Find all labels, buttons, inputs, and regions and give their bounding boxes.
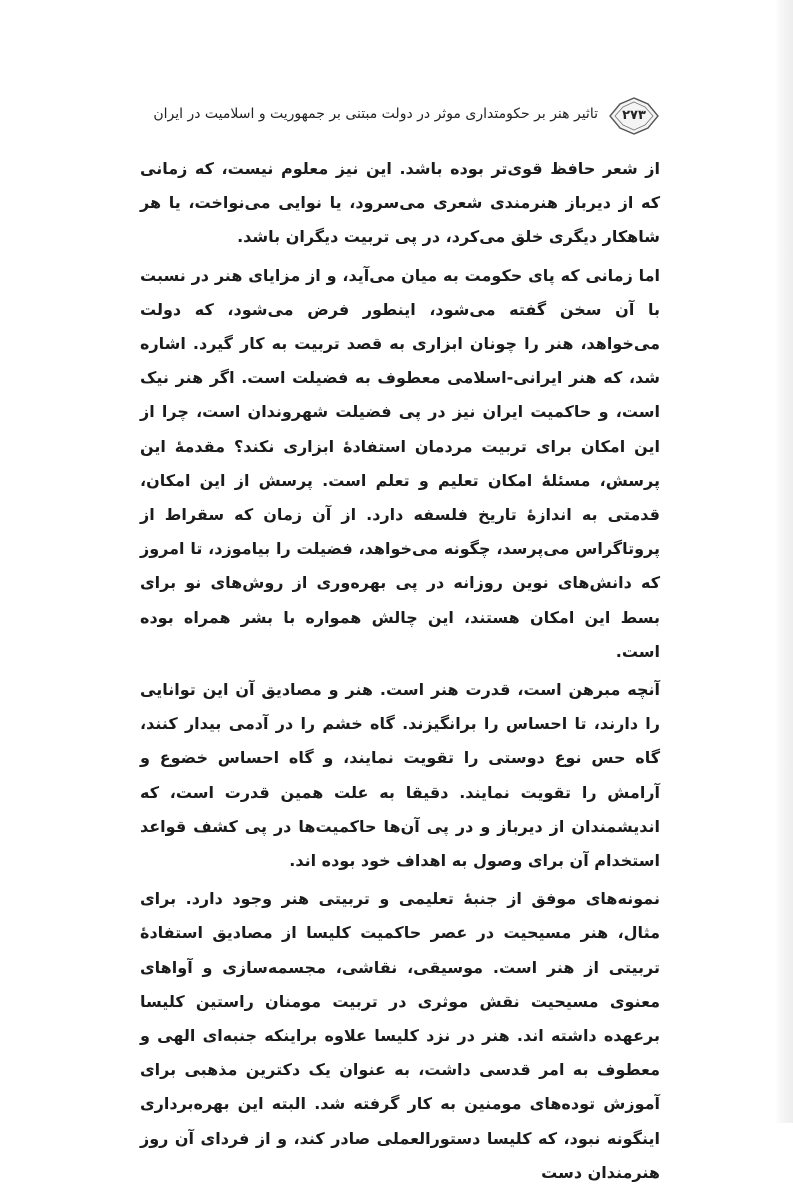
paragraph: از شعر حافظ قوی‌تر بوده باشد. این نیز معلوم نیست، که زمانی که از دیرباز هنرمندی شعری می‌سرود، یا نوایی می‌نواخت، یا هر شاهکار دیگری خلق می‌کرد، در پی تربیت دیگران باشد. (140, 159, 660, 247)
page-header (140, 96, 660, 136)
body-text (140, 152, 660, 1194)
page-number: ۲۷۳ (622, 108, 646, 123)
running-title: تاثیر هنر بر حکومتداری موثر در دولت مبتنی بر جمهوریت و اسلامیت در ایران (153, 106, 598, 122)
page-number-badge (608, 96, 660, 136)
paragraph: نمونه‌های موفق از جنبهٔ تعلیمی و تربیتی هنر وجود دارد. برای مثال، هنر مسیحیت در عصر حاکمیت کلیسا از مصادیق استفادهٔ تربیتی از هنر است. موسیقی، نقاشی، مجسمه‌سازی و آواهای معنوی مسیحیت نقش موثری در تربیت مومنان راستین کلیسا برعهده داشته اند. هنر در نزد کلیسا علاوه براینکه جنبه‌ای الهی و معطوف به امر قدسی داشت، به عنوان یک دکترین مذهبی برای آموزش توده‌های مومنین به کار گرفته شد. البته این بهره‌برداری اینگونه نبود، که کلیسا دستورالعملی صادر کند، و از فردای آن روز هنرمندان دست (140, 889, 660, 1182)
scan-edge-shadow (775, 0, 793, 1123)
paragraph: آنچه مبرهن است، قدرت هنر است. هنر و مصادیق آن این توانایی را دارند، تا احساس را برانگیزند. گاه خشم را در آدمی بیدار کنند، گاه حس نوع دوستی را تقویت نمایند، و گاه احساس خضوع و آرامش را تقویت نمایند. دقیقا به علت همین قدرت است، که اندیشمندان از دیرباز و در پی آن‌ها حاکمیت‌ها در پی کشف قواعد استخدام آن برای وصول به اهداف خود بوده اند. (140, 680, 660, 871)
paragraph: اما زمانی که پای حکومت به میان می‌آید، و از مزایای هنر در نسبت با آن سخن گفته می‌شود، اینطور فرض می‌شود، که دولت می‌خواهد، هنر را چونان ابزاری به قصد تربیت به کار گیرد. اشاره شد، که هنر ایرانی-اسلامی معطوف به فضیلت است. اگر هنر نیک است، و حاکمیت ایران نیز در پی فضیلت شهروندان است، چرا از این امکان برای تربیت مردمان استفادهٔ ابزاری نکند؟ مقدمهٔ این پرسش، مسئلهٔ امکان تعلیم و تعلم است. پرسش از این امکان، قدمتی به اندازهٔ تاریخ فلسفه دارد. از آن زمان که سقراط از پروتاگراس می‌پرسد، چگونه می‌خواهد، فضیلت را بیاموزد، تا امروز که دانش‌های نوین روزانه در پی بهره‌وری از روش‌های نو برای بسط این امکان هستند، این چالش همواره با بشر همراه بوده است. (140, 265, 660, 661)
